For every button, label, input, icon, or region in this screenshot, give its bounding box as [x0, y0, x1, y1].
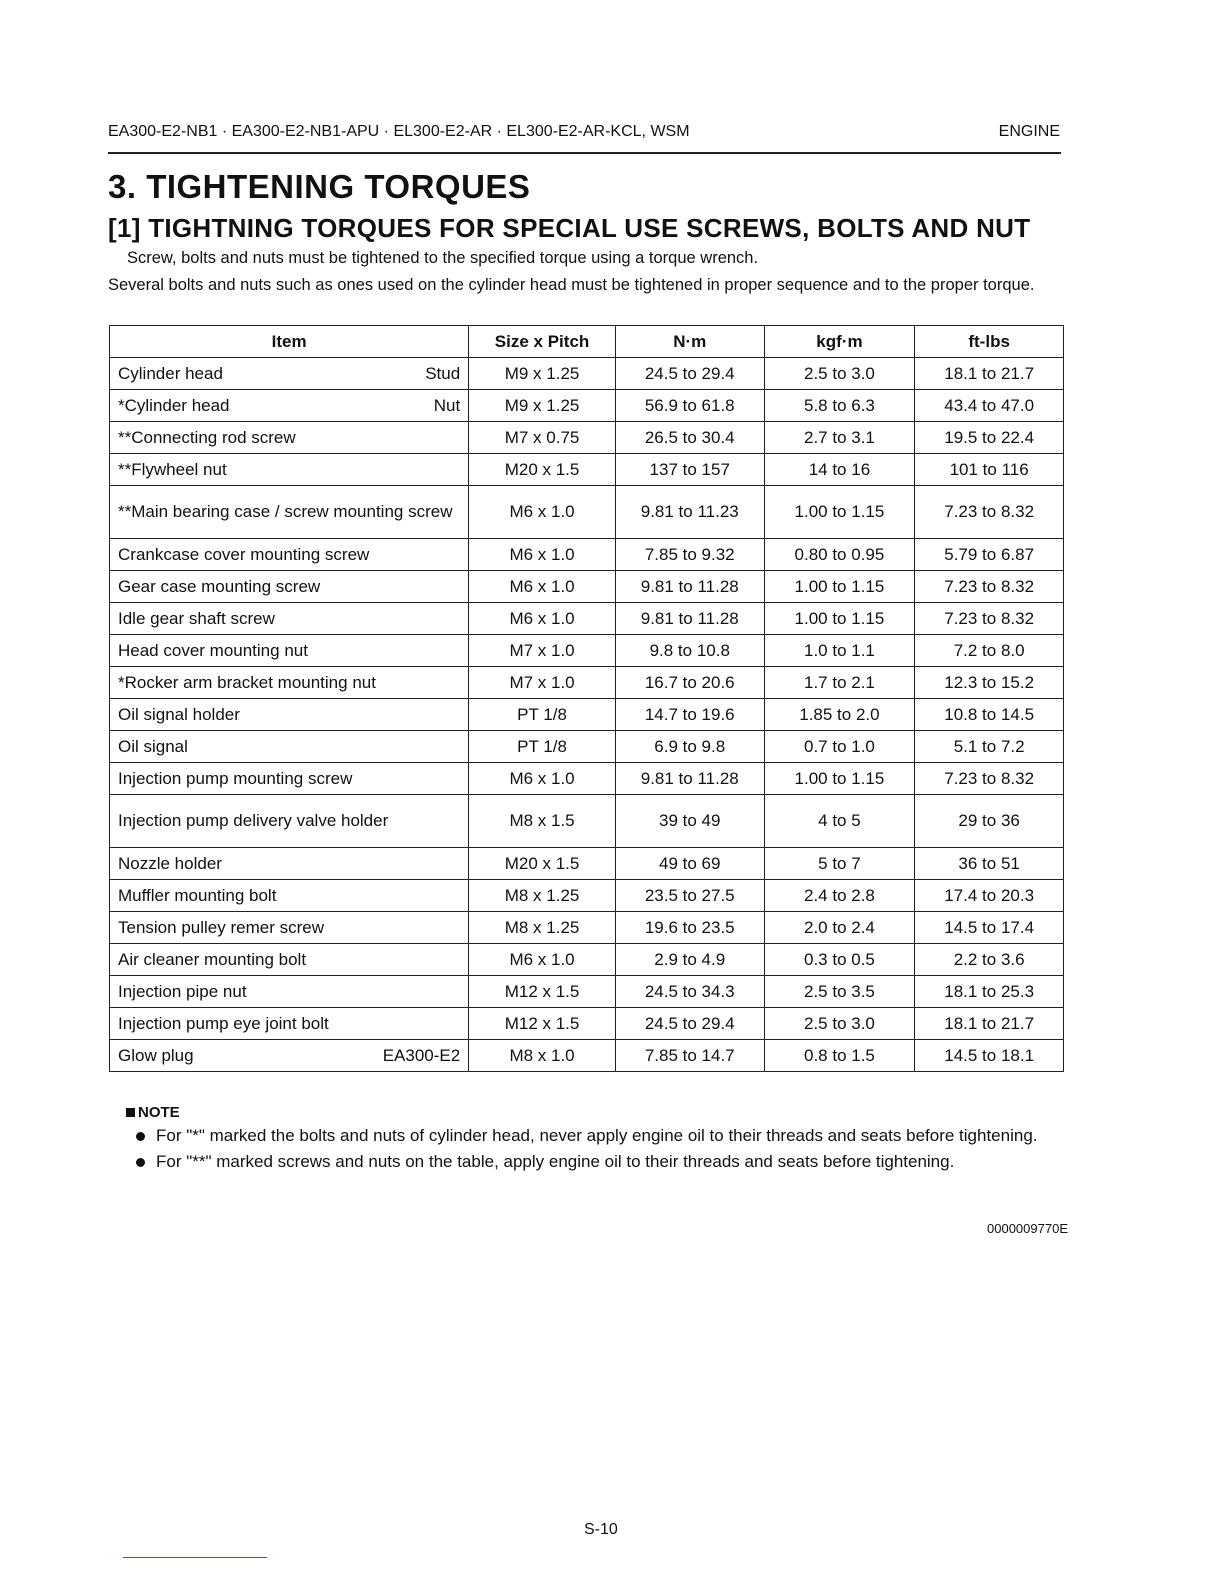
cell-nm: 9.81 to 11.28 [615, 571, 764, 603]
table-row [110, 944, 1064, 976]
item-wrap [118, 918, 460, 938]
item-note: EA300-E2 [382, 1045, 461, 1065]
cell-nm: 24.5 to 34.3 [615, 976, 764, 1008]
cell-nm: 56.9 to 61.8 [615, 390, 764, 422]
cell-kgfm: 2.5 to 3.0 [764, 358, 915, 390]
item-wrap [118, 641, 460, 661]
cell-ftlbs: 36 to 51 [915, 848, 1064, 880]
cell-kgfm: 0.80 to 0.95 [764, 539, 915, 571]
cell-nm: 6.9 to 9.8 [615, 731, 764, 763]
table-row [110, 912, 1064, 944]
table-row [110, 422, 1064, 454]
header-nm: N·m [615, 326, 764, 358]
cell-ftlbs: 18.1 to 21.7 [915, 358, 1064, 390]
cell-kgfm: 0.3 to 0.5 [764, 944, 915, 976]
item-wrap [118, 854, 460, 874]
cell-item [110, 795, 469, 848]
cell-item [110, 848, 469, 880]
table-row [110, 454, 1064, 486]
cell-kgfm: 1.00 to 1.15 [764, 486, 915, 539]
cell-nm: 9.81 to 11.23 [615, 486, 764, 539]
cell-size: M7 x 0.75 [469, 422, 616, 454]
cell-kgfm: 2.5 to 3.5 [764, 976, 915, 1008]
item-name: Injection pump eye joint bolt [118, 1013, 329, 1033]
cell-nm: 9.81 to 11.28 [615, 603, 764, 635]
cell-size: PT 1/8 [469, 699, 616, 731]
cell-item [110, 731, 469, 763]
cell-kgfm: 14 to 16 [764, 454, 915, 486]
item-wrap [118, 705, 460, 725]
cell-kgfm: 4 to 5 [764, 795, 915, 848]
cell-size: M7 x 1.0 [469, 635, 616, 667]
note-title-text: NOTE [138, 1104, 180, 1121]
table-row [110, 1008, 1064, 1040]
cell-nm: 39 to 49 [615, 795, 764, 848]
cell-ftlbs: 29 to 36 [915, 795, 1064, 848]
table-row [110, 699, 1064, 731]
item-wrap [118, 769, 460, 789]
cell-kgfm: 2.4 to 2.8 [764, 880, 915, 912]
torque-table [109, 325, 1064, 1072]
item-name: Oil signal holder [118, 704, 240, 724]
header-kgfm: kgf·m [764, 326, 915, 358]
table-row [110, 795, 1064, 848]
item-name: Cylinder head [118, 363, 223, 383]
item-name: *Cylinder head [118, 395, 230, 415]
item-wrap [118, 982, 460, 1002]
cell-kgfm: 2.7 to 3.1 [764, 422, 915, 454]
cell-item [110, 539, 469, 571]
table-row [110, 731, 1064, 763]
bullet-icon [136, 1132, 145, 1141]
cell-item [110, 667, 469, 699]
document-code: 0000009770E [987, 1221, 1068, 1236]
table-row [110, 667, 1064, 699]
note-item [132, 1124, 1068, 1148]
note-text: For "**" marked screws and nuts on the table, apply engine oil to their threads and seats before tightening. [156, 1152, 955, 1171]
item-wrap [118, 737, 460, 757]
note-item [132, 1150, 1068, 1174]
table-row [110, 848, 1064, 880]
section-subtitle: [1] TIGHTNING TORQUES FOR SPECIAL USE SCREWS, BOLTS AND NUT [108, 213, 1031, 243]
cell-size: M6 x 1.0 [469, 539, 616, 571]
cell-ftlbs: 14.5 to 18.1 [915, 1040, 1064, 1072]
cell-size: M8 x 1.25 [469, 880, 616, 912]
item-name: Gear case mounting screw [118, 576, 321, 596]
item-name: *Rocker arm bracket mounting nut [118, 672, 376, 692]
cell-nm: 16.7 to 20.6 [615, 667, 764, 699]
cell-ftlbs: 18.1 to 21.7 [915, 1008, 1064, 1040]
cell-item [110, 1040, 469, 1072]
cell-ftlbs: 10.8 to 14.5 [915, 699, 1064, 731]
cell-item [110, 454, 469, 486]
cell-kgfm: 0.8 to 1.5 [764, 1040, 915, 1072]
cell-ftlbs: 17.4 to 20.3 [915, 880, 1064, 912]
cell-item [110, 390, 469, 422]
note-title [126, 1104, 180, 1121]
cell-size: M12 x 1.5 [469, 976, 616, 1008]
item-wrap [118, 950, 460, 970]
item-name: Tension pulley remer screw [118, 917, 324, 937]
header-models: EA300-E2-NB1 · EA300-E2-NB1-APU · EL300-E2-AR · EL300-E2-AR-KCL, WSM [108, 123, 690, 140]
item-wrap [118, 396, 460, 416]
cell-kgfm: 1.00 to 1.15 [764, 763, 915, 795]
item-wrap [118, 502, 460, 522]
cell-kgfm: 1.00 to 1.15 [764, 603, 915, 635]
item-name: Injection pump mounting screw [118, 768, 353, 788]
cell-nm: 24.5 to 29.4 [615, 358, 764, 390]
cell-size: M7 x 1.0 [469, 667, 616, 699]
header-item: Item [110, 326, 469, 358]
item-name: Idle gear shaft screw [118, 608, 275, 628]
cell-ftlbs: 7.2 to 8.0 [915, 635, 1064, 667]
cell-size: M6 x 1.0 [469, 944, 616, 976]
cell-nm: 7.85 to 14.7 [615, 1040, 764, 1072]
page-number: S-10 [584, 1521, 618, 1538]
table-header-row [110, 326, 1064, 358]
item-wrap [118, 673, 460, 693]
item-name: Glow plug [118, 1045, 194, 1065]
cell-kgfm: 1.00 to 1.15 [764, 571, 915, 603]
cell-kgfm: 5 to 7 [764, 848, 915, 880]
cell-nm: 23.5 to 27.5 [615, 880, 764, 912]
cell-kgfm: 5.8 to 6.3 [764, 390, 915, 422]
cell-nm: 24.5 to 29.4 [615, 1008, 764, 1040]
cell-size: M9 x 1.25 [469, 390, 616, 422]
cell-nm: 49 to 69 [615, 848, 764, 880]
cell-ftlbs: 7.23 to 8.32 [915, 571, 1064, 603]
item-wrap [118, 1046, 460, 1066]
cell-size: M6 x 1.0 [469, 763, 616, 795]
cell-ftlbs: 12.3 to 15.2 [915, 667, 1064, 699]
cell-ftlbs: 14.5 to 17.4 [915, 912, 1064, 944]
cell-nm: 7.85 to 9.32 [615, 539, 764, 571]
table-row [110, 539, 1064, 571]
table-row [110, 571, 1064, 603]
item-wrap [118, 811, 460, 831]
cell-kgfm: 2.5 to 3.0 [764, 1008, 915, 1040]
notes-list [132, 1124, 1068, 1176]
cell-nm: 9.8 to 10.8 [615, 635, 764, 667]
cell-nm: 19.6 to 23.5 [615, 912, 764, 944]
cell-size: M8 x 1.0 [469, 1040, 616, 1072]
cell-nm: 26.5 to 30.4 [615, 422, 764, 454]
note-square-icon [126, 1108, 135, 1117]
cell-size: M6 x 1.0 [469, 486, 616, 539]
item-wrap [118, 428, 460, 448]
table-body [110, 358, 1064, 1072]
table-row [110, 976, 1064, 1008]
item-name: **Connecting rod screw [118, 427, 296, 447]
cell-nm: 137 to 157 [615, 454, 764, 486]
item-name: Air cleaner mounting bolt [118, 949, 307, 969]
cell-size: M6 x 1.0 [469, 571, 616, 603]
cell-item [110, 944, 469, 976]
item-wrap [118, 609, 460, 629]
page-title: 3. TIGHTENING TORQUES [108, 168, 531, 205]
table-row [110, 763, 1064, 795]
cell-nm: 9.81 to 11.28 [615, 763, 764, 795]
cell-kgfm: 2.0 to 2.4 [764, 912, 915, 944]
table-row [110, 603, 1064, 635]
item-wrap [118, 1014, 460, 1034]
cell-ftlbs: 43.4 to 47.0 [915, 390, 1064, 422]
item-name: Crankcase cover mounting screw [118, 544, 370, 564]
cell-item [110, 912, 469, 944]
cell-kgfm: 1.7 to 2.1 [764, 667, 915, 699]
cell-size: M6 x 1.0 [469, 603, 616, 635]
item-wrap [118, 364, 460, 384]
header-size: Size x Pitch [469, 326, 616, 358]
cell-ftlbs: 5.1 to 7.2 [915, 731, 1064, 763]
cell-ftlbs: 101 to 116 [915, 454, 1064, 486]
item-name: **Main bearing case / screw mounting screw [118, 502, 453, 521]
cell-nm: 14.7 to 19.6 [615, 699, 764, 731]
footer-rule [123, 1557, 267, 1558]
item-name: Injection pump delivery valve holder [118, 811, 389, 830]
cell-ftlbs: 7.23 to 8.32 [915, 486, 1064, 539]
item-name: Head cover mounting nut [118, 640, 308, 660]
note-text: For "*" marked the bolts and nuts of cylinder head, never apply engine oil to their threads and seats before tightening. [156, 1126, 1038, 1145]
header-ftlbs: ft-lbs [915, 326, 1064, 358]
cell-item [110, 603, 469, 635]
cell-size: M8 x 1.25 [469, 912, 616, 944]
cell-item [110, 880, 469, 912]
cell-ftlbs: 7.23 to 8.32 [915, 603, 1064, 635]
table-row [110, 635, 1064, 667]
cell-kgfm: 1.0 to 1.1 [764, 635, 915, 667]
item-wrap [118, 460, 460, 480]
cell-size: M20 x 1.5 [469, 848, 616, 880]
cell-ftlbs: 7.23 to 8.32 [915, 763, 1064, 795]
cell-item [110, 763, 469, 795]
intro-line-1: Screw, bolts and nuts must be tightened to the specified torque using a torque wrench. [127, 249, 759, 267]
cell-item [110, 486, 469, 539]
item-note: Nut [433, 395, 461, 415]
cell-ftlbs: 5.79 to 6.87 [915, 539, 1064, 571]
item-name: Injection pipe nut [118, 981, 247, 1001]
cell-item [110, 1008, 469, 1040]
cell-size: M12 x 1.5 [469, 1008, 616, 1040]
item-wrap [118, 886, 460, 906]
cell-item [110, 571, 469, 603]
cell-ftlbs: 2.2 to 3.6 [915, 944, 1064, 976]
cell-size: M8 x 1.5 [469, 795, 616, 848]
table-row [110, 358, 1064, 390]
item-name: Oil signal [118, 736, 188, 756]
cell-ftlbs: 18.1 to 25.3 [915, 976, 1064, 1008]
page-header [108, 123, 1060, 141]
item-wrap [118, 577, 460, 597]
item-name: Nozzle holder [118, 853, 222, 873]
cell-kgfm: 0.7 to 1.0 [764, 731, 915, 763]
header-rule [108, 152, 1061, 154]
cell-size: M9 x 1.25 [469, 358, 616, 390]
table-row [110, 880, 1064, 912]
item-note: Stud [425, 363, 461, 383]
item-name: Muffler mounting bolt [118, 885, 277, 905]
table-row [110, 390, 1064, 422]
intro-line-2: Several bolts and nuts such as ones used on the cylinder head must be tightened in proper sequence and to the proper torque. [108, 276, 1035, 294]
cell-size: M20 x 1.5 [469, 454, 616, 486]
cell-item [110, 635, 469, 667]
item-wrap [118, 545, 460, 565]
item-name: **Flywheel nut [118, 459, 227, 479]
cell-item [110, 422, 469, 454]
bullet-icon [136, 1158, 145, 1167]
cell-kgfm: 1.85 to 2.0 [764, 699, 915, 731]
header-section: ENGINE [998, 123, 1060, 140]
table-row [110, 1040, 1064, 1072]
cell-item [110, 358, 469, 390]
cell-size: PT 1/8 [469, 731, 616, 763]
cell-item [110, 976, 469, 1008]
cell-ftlbs: 19.5 to 22.4 [915, 422, 1064, 454]
table-row [110, 486, 1064, 539]
cell-nm: 2.9 to 4.9 [615, 944, 764, 976]
cell-item [110, 699, 469, 731]
